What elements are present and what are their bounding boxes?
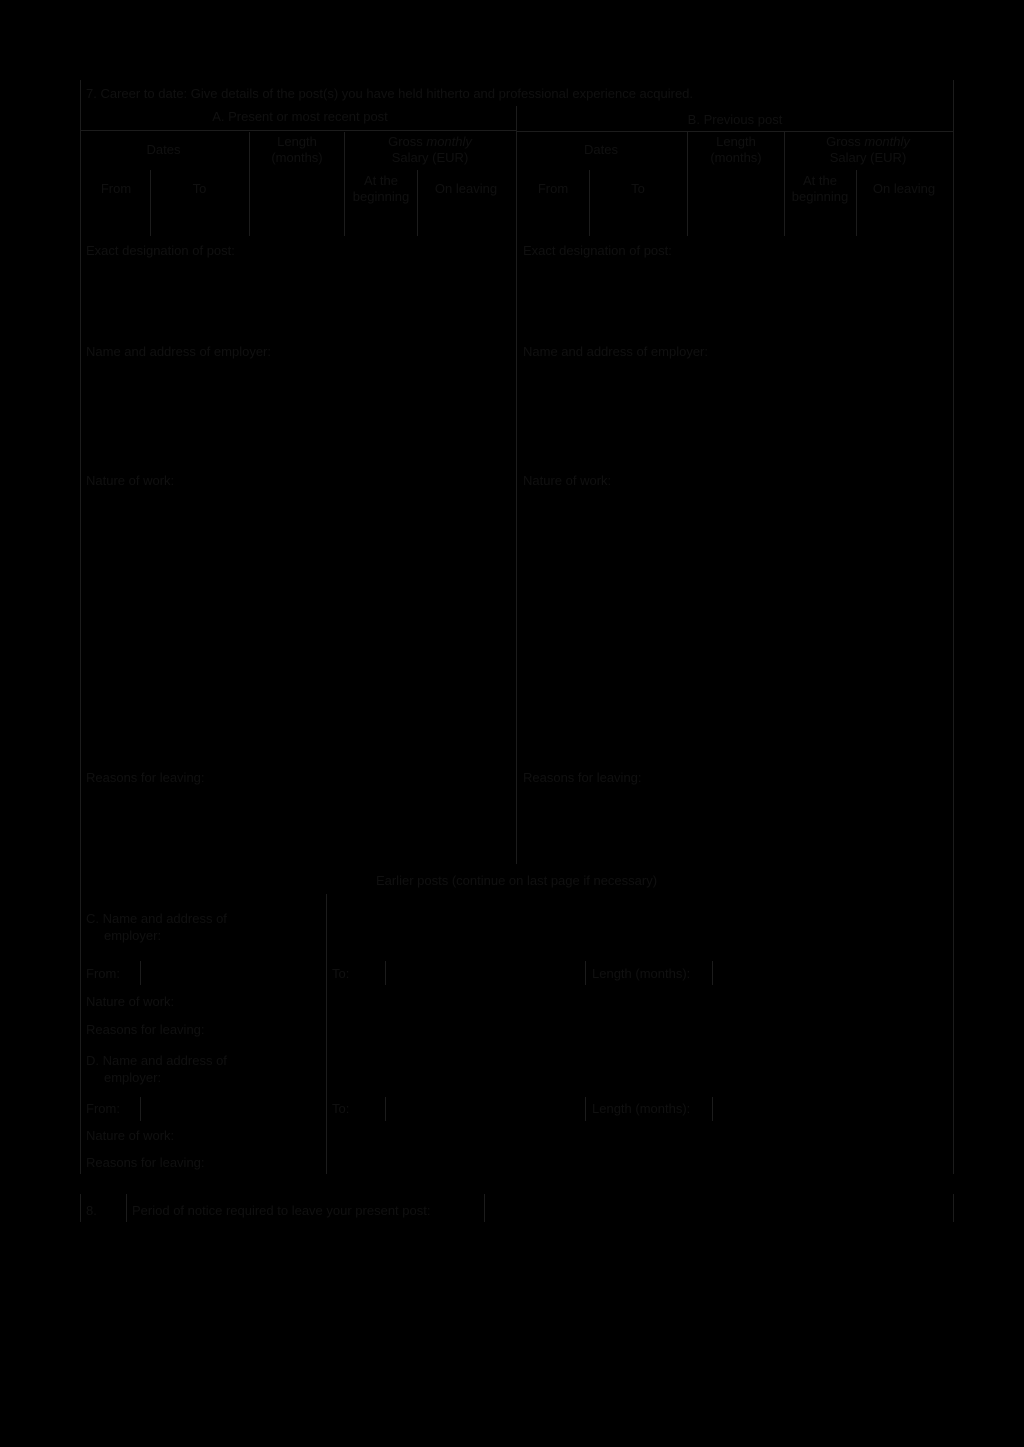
- present-beginning-label: beginning: [352, 189, 410, 204]
- c-length-sep-left: [585, 961, 586, 985]
- c-employer-label-l2: employer:: [104, 928, 162, 943]
- earlier-posts-heading: Earlier posts (continue on last page if necessary): [375, 873, 658, 888]
- d-from-sep: [140, 1097, 141, 1121]
- section-8-label-sep: [484, 1194, 485, 1222]
- previous-nature-field[interactable]: [522, 493, 950, 767]
- previous-salary-label: [785, 134, 951, 150]
- section-8-right-border: [953, 1194, 954, 1222]
- form-left-border: [80, 80, 81, 1174]
- previous-gross-word: Gross: [826, 134, 861, 149]
- present-post-title: A. Present or most recent post: [212, 109, 388, 124]
- c-nature-label: Nature of work:: [86, 994, 175, 1009]
- previous-header-rule: [516, 131, 953, 132]
- previous-from-label: From: [537, 181, 569, 196]
- c-length-label: Length (months):: [592, 966, 691, 981]
- present-employer-field[interactable]: [86, 364, 514, 472]
- c-nature-field[interactable]: [332, 990, 950, 1014]
- present-reasons-label: Reasons for leaving:: [86, 770, 205, 785]
- c-from-field[interactable]: [144, 963, 326, 985]
- previous-on-leaving-label: On leaving: [872, 181, 936, 196]
- previous-nature-label: Nature of work:: [523, 473, 612, 488]
- previous-monthly-word: monthly: [864, 134, 910, 149]
- d-employer-field[interactable]: [332, 1046, 950, 1094]
- d-nature-field[interactable]: [332, 1125, 950, 1149]
- present-length-label: Length: [277, 134, 317, 149]
- present-to-label: To: [192, 181, 207, 196]
- previous-to-label: To: [631, 181, 645, 196]
- c-reasons-field[interactable]: [332, 1018, 950, 1042]
- c-to-field[interactable]: [389, 963, 585, 985]
- present-salary-label: [345, 134, 515, 150]
- form-right-border: [953, 80, 954, 1174]
- previous-length-label: Length: [716, 134, 756, 149]
- section-7-heading: 7. Career to date: Give details of the post(s) you have held hitherto and professional experience acquired.: [86, 86, 694, 101]
- present-salary-leaving-field[interactable]: [420, 208, 518, 234]
- present-to-field[interactable]: [153, 204, 251, 234]
- c-reasons-label: Reasons for leaving:: [86, 1022, 205, 1037]
- present-nature-field[interactable]: [86, 493, 514, 767]
- previous-post-title: B. Previous post: [687, 112, 783, 127]
- d-from-label: From:: [86, 1101, 120, 1116]
- previous-to-field[interactable]: [592, 204, 689, 234]
- present-at-the-label: At the: [364, 173, 398, 188]
- present-header-rule: [80, 130, 516, 131]
- previous-designation-field[interactable]: [522, 262, 950, 342]
- present-length-field[interactable]: [252, 204, 346, 234]
- section-8-left-border: [80, 1194, 81, 1222]
- d-employer-label-l1: D. Name and address of: [86, 1053, 227, 1068]
- d-length-label: Length (months):: [592, 1101, 691, 1116]
- previous-length-unit: (months): [710, 150, 762, 165]
- present-salary-start-field[interactable]: [347, 208, 419, 234]
- present-designation-field[interactable]: [86, 262, 514, 342]
- c-from-label: From:: [86, 966, 120, 981]
- previous-designation-label: Exact designation of post:: [523, 243, 672, 258]
- earlier-label-divider: [326, 894, 327, 1174]
- previous-salary-unit: Salary (EUR): [829, 150, 907, 165]
- d-reasons-label: Reasons for leaving:: [86, 1155, 205, 1170]
- d-from-field[interactable]: [144, 1099, 326, 1121]
- present-on-leaving-label: On leaving: [434, 181, 498, 196]
- present-from-label: From: [100, 181, 132, 196]
- section-8-number-sep: [126, 1194, 127, 1222]
- previous-at-the-label: At the: [803, 173, 837, 188]
- c-length-sep-right: [712, 961, 713, 985]
- previous-from-field[interactable]: [520, 204, 590, 234]
- present-designation-label: Exact designation of post:: [86, 243, 235, 258]
- d-employer-label-l2: employer:: [104, 1070, 162, 1085]
- present-nature-label: Nature of work:: [86, 473, 175, 488]
- d-to-field[interactable]: [389, 1099, 585, 1121]
- c-to-sep: [385, 961, 386, 985]
- c-to-label: To:: [332, 966, 350, 981]
- section-8-label: Period of notice required to leave your present post:: [132, 1203, 431, 1218]
- present-salary-unit: Salary (EUR): [391, 150, 469, 165]
- previous-reasons-label: Reasons for leaving:: [523, 770, 642, 785]
- present-gross-word: Gross: [388, 134, 423, 149]
- d-nature-label: Nature of work:: [86, 1128, 175, 1143]
- c-employer-field[interactable]: [332, 900, 950, 954]
- d-to-sep: [385, 1097, 386, 1121]
- previous-employer-field[interactable]: [522, 364, 950, 472]
- present-dates-label: Dates: [146, 142, 181, 157]
- c-length-field[interactable]: [716, 963, 950, 985]
- previous-reasons-field[interactable]: [522, 790, 950, 864]
- d-length-sep-right: [712, 1097, 713, 1121]
- previous-dates-label: Dates: [584, 142, 618, 157]
- present-length-unit: (months): [271, 150, 323, 165]
- d-to-label: To:: [332, 1101, 350, 1116]
- c-from-sep: [140, 961, 141, 985]
- previous-length-field[interactable]: [690, 204, 786, 234]
- d-length-sep-left: [585, 1097, 586, 1121]
- previous-employer-label: Name and address of employer:: [523, 344, 708, 359]
- previous-salary-leaving-field[interactable]: [859, 208, 955, 234]
- present-reasons-field[interactable]: [86, 790, 514, 864]
- notice-period-field[interactable]: [490, 1198, 950, 1222]
- d-reasons-field[interactable]: [332, 1151, 950, 1175]
- present-from-field[interactable]: [84, 204, 152, 234]
- previous-salary-start-field[interactable]: [787, 208, 857, 234]
- d-length-field[interactable]: [716, 1099, 950, 1121]
- section-8-number: 8.: [86, 1203, 97, 1218]
- c-employer-label-l1: C. Name and address of: [86, 911, 227, 926]
- previous-beginning-label: beginning: [791, 189, 849, 204]
- present-monthly-word: monthly: [426, 134, 472, 149]
- present-employer-label: Name and address of employer:: [86, 344, 271, 359]
